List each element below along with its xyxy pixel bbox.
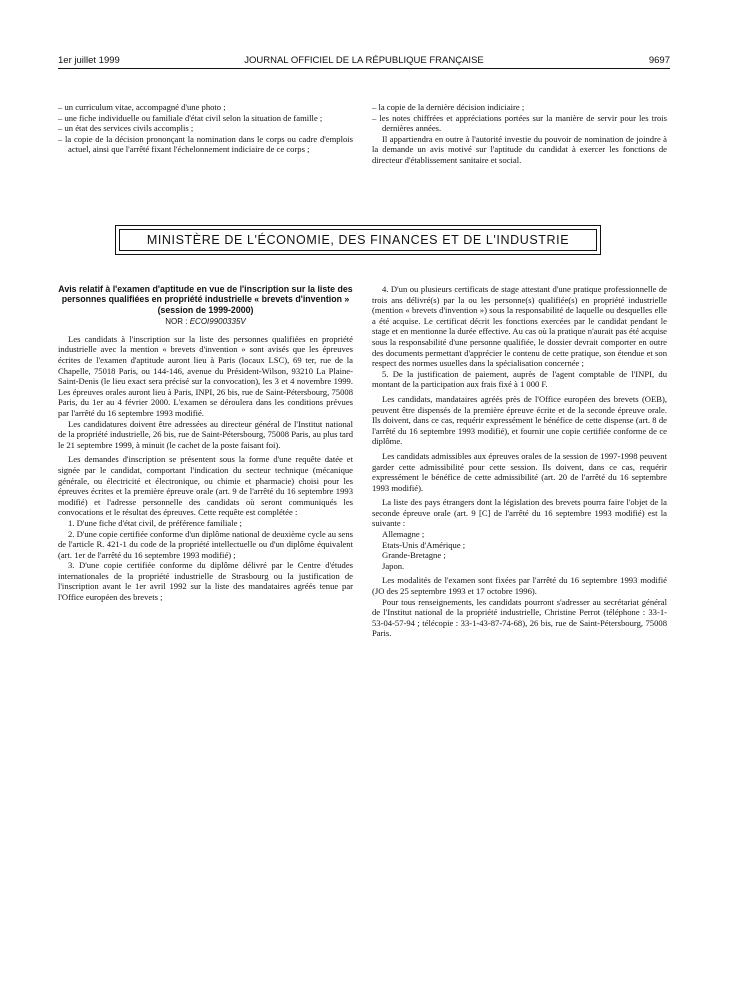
- nor-reference: [58, 317, 353, 328]
- header-date: 1er juillet 1999: [58, 55, 120, 66]
- paragraph: La liste des pays étrangers dont la législation des brevets pourra faire l'objet de la seconde épreuve orale (art. 9 [C] de l'arrêté du 16 septembre 1993 modifié) est la suivante :: [372, 497, 667, 529]
- list-item: – une fiche individuelle ou familiale d'état civil selon la situation de famille ;: [58, 112, 323, 123]
- nor-code: ECOI9900335V: [189, 317, 246, 327]
- paragraph: Il appartiendra en outre à l'autorité investie du pouvoir de nomination de joindre à la demande un avis motivé sur l'aptitude du candidat à exercer les fonctions de directeur d'établissement sanitaire et social.: [372, 133, 667, 165]
- paragraph: 2. D'une copie certifiée conforme d'un diplôme national de deuxième cycle au sens de l'article R. 421-1 du code de la propriété intellectuelle ou d'un diplôme équivalent (art. 1er de l'arrêté du 16 septembre 1993 modifié) ;: [58, 528, 353, 560]
- paragraph: Les candidats à l'inscription sur la liste des personnes qualifiées en propriété industrielle avec la mention « brevets d'invention » sont avisés que les épreuves écrites de l'examen d'aptitude auront lieu à Paris (locaux LSC), 69 ter, rue de la Chapelle, 75018 Paris, ou 144-146, avenue du Président-Wilson, 93210 La Plaine-Saint-Denis (le lieu exact sera précisé sur la convocation), les 3 et 4 novembre 1999. Les épreuves orales auront lieu à Paris, INPI, 26 bis, rue de Saint-Pétersbourg, 75008 Paris, du 1er au 4 février 2000. L'examen se déroulera dans les conditions prévues par l'arrêté du 16 septembre 1993 modifié.: [58, 333, 353, 418]
- paragraph: Les demandes d'inscription se présentent sous la forme d'une requête datée et signée par le candidat, comportant l'indication du secteur technique (mécanique générale, ou électricité et électronique, ou chimie et pharmacie) choisi pour les épreuves écrites et la première épreuve orale (art. 9 de l'arrêté du 16 septembre 1993 modifié) et l'adresse personnelle des candidats où seront communiqués les convocations et le résultat des épreuves. Cette requête est complétée :: [58, 454, 353, 518]
- paragraph: 1. D'une fiche d'état civil, de préférence familiale ;: [68, 517, 242, 528]
- list-item: – un état des services civils accomplis ;: [58, 123, 194, 134]
- paragraph: 4. D'un ou plusieurs certificats de stage attestant d'une pratique professionnelle de trois ans délivré(s) par la ou les personne(s) qualifiée(s) en propriété industrielle (mention « brevets d'invention ») sous la responsabilité de laquelle ou desquelles elle a été acquise. Le certificat décrit les fonctions exercées par le candidat pendant le stage et en mentionne la durée effective. Au cas où la pratique n'aurait pas été acquise sous la responsabilité d'une personne qualifiée, le dossier devrait comporter en outre des documents permettant d'apprécier le contenu de cette pratique, son étendue et son respect des normes usuelles dans la spécialisation concernée ;: [372, 284, 667, 369]
- paragraph: Les candidats, mandataires agréés près de l'Office européen des brevets (OEB), peuvent être dispensés de la première épreuve écrite et de la seconde épreuve orale. Ils doivent, dans ce cas, requérir expressément le bénéfice de cette dispense (art. 8 de l'arrêté du 16 septembre 1993 modifié), et fournir une copie certifiée conforme de ce diplôme.: [372, 393, 667, 447]
- paragraph: Pour tous renseignements, les candidats pourront s'adresser au secrétariat général de l'Institut national de la propriété industrielle, Christine Perrot (téléphone : 33-1-53-04-57-94 ; télécopie : 33-1-43-87-74-68), 26 bis, rue de Saint-Pétersbourg, 75008 Paris.: [372, 596, 667, 639]
- list-item: – la copie de la dernière décision indiciaire ;: [372, 102, 525, 112]
- avis-right-column: [372, 284, 667, 639]
- list-item: – la copie de la décision prononçant la nomination dans le corps ou cadre d'emplois actuel, ainsi que l'arrêté fixant l'échelonnement indiciaire de ce corps ;: [58, 133, 353, 155]
- list-item: – les notes chiffrées et appréciations portées sur la manière de servir pour les trois dernières années.: [372, 112, 667, 134]
- country-item: Allemagne ;: [382, 529, 425, 540]
- page-header: [58, 55, 670, 69]
- avis-title: Avis relatif à l'examen d'aptitude en vue de l'inscription sur la liste des personnes qualifiées en propriété industrielle « brevets d'invention » (session de 1999-2000): [58, 284, 353, 315]
- ministry-heading: MINISTÈRE DE L'ÉCONOMIE, DES FINANCES ET DE L'INDUSTRIE: [119, 229, 597, 251]
- avis-left-column: [58, 284, 353, 603]
- paragraph: Les candidats admissibles aux épreuves orales de la session de 1997-1998 peuvent garder cette admissibilité pour cette session. Ils doivent, dans ce cas, requérir expressément le bénéfice de cette admissibilité (art. 20 de l'arrêté du 16 septembre 1993 modifié).: [372, 450, 667, 493]
- header-page-number: 9697: [648, 55, 670, 66]
- country-item: Etats-Unis d'Amérique ;: [382, 539, 466, 550]
- list-item: – un curriculum vitae, accompagné d'une photo ;: [58, 102, 226, 112]
- nor-label: NOR :: [165, 317, 188, 327]
- country-item: Japon.: [382, 560, 405, 571]
- top-left-column: [58, 102, 353, 155]
- header-rule: [58, 68, 670, 69]
- paragraph: 5. De la justification de paiement, auprès de l'agent comptable de l'INPI, du montant de la participation aux frais fixé à 1 000 F.: [372, 368, 667, 390]
- top-right-column: [372, 102, 667, 166]
- header-journal-title: JOURNAL OFFICIEL DE LA RÉPUBLIQUE FRANÇAISE: [244, 55, 484, 66]
- country-item: Grande-Bretagne ;: [382, 550, 446, 561]
- paragraph: Les candidatures doivent être adressées au directeur général de l'Institut national de la propriété industrielle, 26 bis, rue de Saint-Pétersbourg, 75008 Paris, au plus tard le 21 septembre 1999, à minuit (le cachet de la poste faisant foi).: [58, 418, 353, 450]
- paragraph: Les modalités de l'examen sont fixées par l'arrêté du 16 septembre 1993 modifié (JO des 25 septembre 1993 et 17 octobre 1996).: [372, 575, 667, 597]
- paragraph: 3. D'une copie certifiée conforme du diplôme délivré par le Centre d'études internationales de la propriété industrielle de Strasbourg ou la justification de l'inscription avant le 1er avril 1992 sur la liste des mandataires agréés tenue par l'Office européen des brevets ;: [58, 560, 353, 603]
